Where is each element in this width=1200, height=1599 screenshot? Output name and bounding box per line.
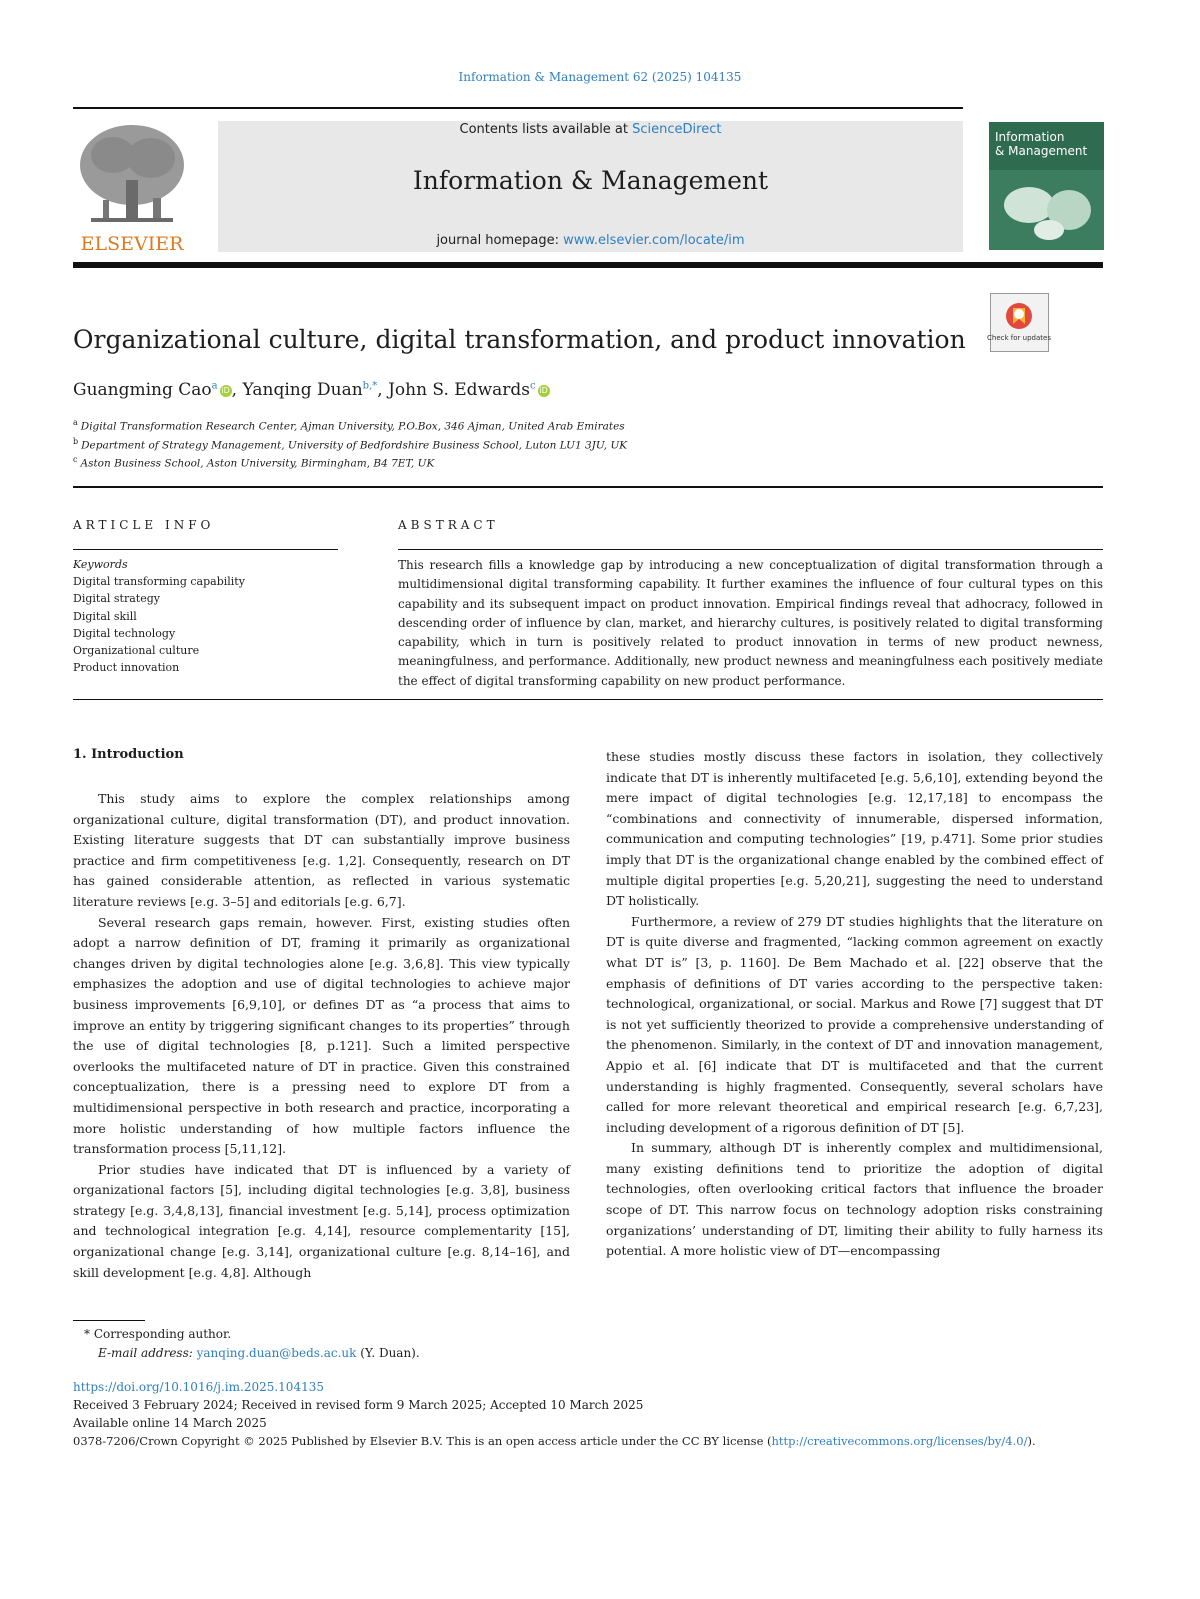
article-info-heading: ARTICLE INFO	[73, 518, 215, 532]
copyright-text: 0378-7206/Crown Copyright © 2025 Published by Elsevier B.V. This is an open access article under the CC BY license (	[73, 1434, 772, 1448]
body-paragraph: Several research gaps remain, however. First, existing studies often adopt a narrow definition of DT, framing it primarily as organizational changes driven by digital technologies alone [e.g. 3,6,8]. This view typically emphasizes the adoption and use of digital technologies to achieve major business improvements [6,9,10], or defines DT as “a process that aims to improve an entity by triggering significant changes to its properties” through the use of digital technologies [8, p.121]. Such a limited perspective overlooks the multifaceted nature of DT in practice. Given this constrained conceptualization, there is a pressing need to explore DT from a multidimensional perspective in both research and practice, incorporating a more holistic understanding of how multiple factors influence the transformation process [5,11,12].	[73, 914, 570, 1157]
header-top-rule	[73, 107, 963, 109]
journal-name: Information & Management	[412, 166, 769, 195]
affiliation-sup: c	[73, 455, 78, 464]
keyword-item: Product innovation	[73, 661, 180, 675]
elsevier-wordmark: ELSEVIER	[80, 233, 184, 255]
keywords-list	[73, 556, 338, 676]
email-link[interactable]: yanqing.duan@beds.ac.uk	[196, 1346, 357, 1360]
keyword-item: Digital skill	[73, 609, 137, 623]
homepage-prefix: journal homepage:	[436, 233, 560, 248]
orcid-icon[interactable]: iD	[539, 386, 548, 395]
affiliation	[73, 418, 625, 433]
author-name[interactable]: John S. Edwards	[388, 380, 530, 400]
cover-title	[995, 130, 1087, 158]
email-suffix: (Y. Duan).	[360, 1346, 420, 1360]
affiliation-sup: a	[73, 418, 78, 427]
abstract-text: This research fills a knowledge gap by introducing a new conceptualization of digital transformation through a multidimensional digital transforming capability. It further examines the influence of four cultural types on this capability and its subsequent impact on product innovation. Empirical findings reveal that adhocracy, followed in descending order of influence by clan, market, and hierarchy cultures, is positively related to digital transforming capability, which in turn is positively related to product innovation in terms of new product newness, meaningfulness, and performance. Additionally, new product newness and meaningfulness each positively mediate the effect of digital transforming capability on new product performance.	[398, 558, 1103, 688]
copyright-line	[73, 1432, 1103, 1450]
cover-world-map-graphic	[989, 170, 1104, 250]
affiliation	[73, 455, 434, 470]
article-info-rule	[73, 549, 338, 550]
homepage-link[interactable]: www.elsevier.com/locate/im	[563, 233, 745, 248]
copyright-suffix: ).	[1027, 1434, 1036, 1448]
affiliation-sup: b	[73, 437, 79, 446]
body-paragraph: Prior studies have indicated that DT is influenced by a variety of organizational factors [5], including digital technologies [e.g. 3,8], business strategy [e.g. 3,4,8,13], financial investment [e.g. 5,14], process optimization and technological integration [e.g. 4,14], resource complementarity [15], organizational change [e.g. 3,14], organizational culture [e.g. 8,14–16], and skill development [e.g. 4,8]. Although	[73, 1161, 570, 1280]
affiliation-text: Department of Strategy Management, University of Bedfordshire Business School, Luton LU1 3JU, UK	[81, 439, 628, 452]
orcid-icon[interactable]: iD	[221, 386, 230, 395]
header-bottom-rule	[73, 262, 1103, 268]
keyword-item: Digital technology	[73, 626, 176, 640]
email-line	[98, 1344, 1128, 1362]
keyword-item: Digital strategy	[73, 592, 160, 606]
crossmark-icon	[987, 294, 1051, 351]
author-affil-sup[interactable]: a	[211, 380, 218, 392]
journal-cover-image	[989, 110, 1104, 250]
body-paragraph: these studies mostly discuss these factors in isolation, they collectively indicate that DT is inherently multifaceted [e.g. 5,6,10], extending beyond the mere impact of digital technologies [e.g. 12,17,18] to encompass the “combinations and connectivity of innumerable, dispersed information, communication and computing technologies” [19, p.471]. Some prior studies imply that DT is the organizational change enabled by the combined effect of multiple digital properties [e.g. 5,20,21], suggesting the need to understand DT holistically.	[606, 749, 1103, 909]
abstract-heading: ABSTRACT	[398, 518, 499, 532]
author-list: Guangming Cao$^a$ iD , Yanqing Duan$^{b,*}$, John S. Edwards$^c$ iD	[73, 380, 548, 400]
homepage-line	[218, 233, 963, 248]
license-link[interactable]: http://creativecommons.org/licenses/by/4.0/	[771, 1434, 1028, 1448]
received-dates: Received 3 February 2024; Received in revised form 9 March 2025; Accepted 10 March 2025	[73, 1398, 644, 1412]
abstract-rule	[398, 549, 1103, 550]
cover-top-band	[989, 110, 1104, 122]
contents-line	[218, 122, 963, 137]
abstract-bottom-rule	[73, 699, 1103, 700]
doi-link[interactable]: https://doi.org/10.1016/j.im.2025.104135	[73, 1380, 324, 1394]
author-name[interactable]: Guangming Cao	[73, 380, 212, 400]
affiliation-bottom-rule	[73, 486, 1103, 488]
crossmark-label: Check for updates	[987, 334, 1051, 342]
sciencedirect-link[interactable]: ScienceDirect	[632, 122, 722, 137]
author-name[interactable]: Yanqing Duan	[242, 380, 363, 400]
affiliation	[73, 437, 627, 452]
footnote-rule	[73, 1320, 145, 1321]
cover-title-line-1: Information	[995, 130, 1065, 144]
available-online: Available online 14 March 2025	[73, 1416, 267, 1430]
crossmark-button[interactable]	[987, 293, 1051, 352]
keywords-label: Keywords	[73, 558, 128, 571]
affiliation-text: Aston Business School, Aston University, Birmingham, B4 7ET, UK	[80, 457, 435, 470]
contents-prefix: Contents lists available at	[459, 122, 628, 137]
author-affil-sup[interactable]: c	[530, 380, 536, 392]
affiliation-text: Digital Transformation Research Center, Ajman University, P.O.Box, 346 Ajman, United Arab Emirates	[80, 420, 625, 433]
body-paragraph: This study aims to explore the complex relationships among organizational culture, digital transformation (DT), and product innovation. Existing literature suggests that DT can substantially improve business practice and firm competitiveness [e.g. 1,2]. Consequently, research on DT has gained considerable attention, as reflected in various systematic literature reviews [e.g. 3–5] and editorials [e.g. 6,7].	[73, 791, 570, 909]
keyword-item: Organizational culture	[73, 644, 200, 658]
section-heading: 1. Introduction	[73, 747, 184, 762]
author-affil-sup[interactable]: b,*	[362, 380, 378, 392]
elsevier-logo	[73, 120, 191, 255]
body-paragraph: Furthermore, a review of 279 DT studies highlights that the literature on DT is quite diverse and fragmented, “lacking common agreement on exactly what DT is” [3, p. 1160]. De Bem Machado et al. [22] observe that the emphasis of definitions of DT varies according to the perspective taken: technological, organizational, or social. Markus and Rowe [7] suggest that DT is not yet sufficiently theorized to provide a comprehensive understanding of the phenomenon. Similarly, in the context of DT and innovation management, Appio et al. [6] indicate that DT is multifaceted and that the current understanding is highly fragmented. Consequently, several scholars have called for more relevant theoretical and empirical research [e.g. 6,7,23], including development of a rigorous definition of DT [5].	[606, 913, 1103, 1135]
journal-citation-link[interactable]: Information & Management 62 (2025) 104135	[458, 70, 742, 84]
corresponding-author-note: * Corresponding author.	[84, 1327, 232, 1341]
body-left-column	[73, 789, 570, 1283]
article-title: Organizational culture, digital transformation, and product innovation	[73, 325, 966, 354]
email-label: E-mail address:	[98, 1346, 193, 1360]
body-paragraph: In summary, although DT is inherently complex and multidimensional, many existing definitions tend to prioritize the adoption of digital technologies, often overlooking critical factors that influence the broader scope of DT. This narrow focus on technology adoption risks constraining organizations’ understanding of DT, limiting their ability to fully harness its potential. A more holistic view of DT—encompassing	[606, 1140, 1103, 1259]
body-right-column	[606, 747, 1103, 1262]
cover-title-line-2: & Management	[995, 144, 1088, 158]
keyword-item: Digital transforming capability	[73, 575, 245, 589]
